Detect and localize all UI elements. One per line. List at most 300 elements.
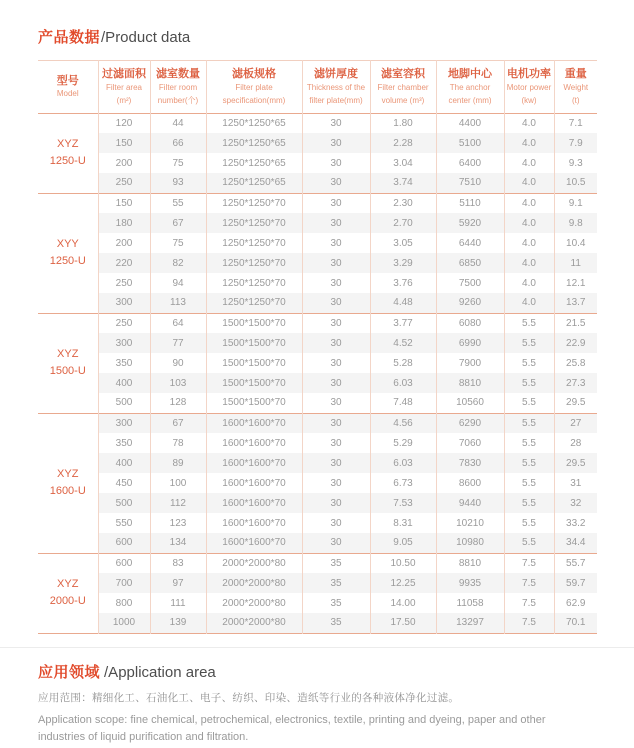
cell-filter_room: 103 (150, 373, 206, 393)
cell-chamber_volume: 7.48 (370, 393, 436, 413)
cell-filter_area: 350 (98, 433, 150, 453)
table-row (38, 393, 597, 413)
cell-motor_power: 5.5 (504, 333, 554, 353)
cell-filter_room: 112 (150, 493, 206, 513)
cell-filter_plate: 1600*1600*70 (206, 413, 302, 433)
table-row (38, 233, 597, 253)
cell-weight: 10.5 (554, 173, 597, 193)
cell-cake_thickness: 30 (302, 413, 370, 433)
cell-cake_thickness: 35 (302, 613, 370, 633)
application-scope-en: Application scope: fine chemical, petrochemical, electronics, textile, printing and dyeing, paper and other industries of liquid purification and filtration. (38, 713, 546, 744)
cell-weight: 11 (554, 253, 597, 273)
table-row (38, 613, 597, 633)
column-header-en: Filter area (105, 82, 142, 92)
cell-weight: 62.9 (566, 597, 586, 609)
cell-filter_room: 89 (150, 453, 206, 473)
cell-cake_thickness: 30 (302, 153, 370, 173)
column-header-anchor_center (436, 61, 504, 114)
cell-filter_area: 250 (98, 273, 150, 293)
cell-anchor_center: 7900 (436, 353, 504, 373)
model-label-line: 1600-U (49, 485, 86, 498)
cell-chamber_volume: 4.48 (370, 293, 436, 313)
column-header-zh: 电机功率 (507, 68, 551, 80)
cell-weight: 12.1 (566, 277, 586, 289)
cell-filter_area: 550 (98, 513, 150, 533)
cell-chamber_volume: 7.53 (370, 493, 436, 513)
table-row (38, 253, 597, 273)
cell-filter_plate: 1600*1600*70 (206, 493, 302, 513)
cell-chamber_volume: 6.03 (370, 453, 436, 473)
table-row (38, 493, 597, 513)
cell-weight: 25.8 (566, 357, 586, 369)
cell-filter_room: 77 (150, 333, 206, 353)
cell-anchor_center: 5100 (436, 133, 504, 153)
cell-cake_thickness: 30 (302, 113, 370, 133)
column-header-en: Model (56, 89, 79, 99)
cell-anchor_center: 8810 (436, 553, 504, 573)
cell-cake_thickness: 35 (302, 593, 370, 613)
cell-weight: 29.5 (566, 397, 586, 409)
cell-motor_power: 5.5 (504, 353, 554, 373)
cell-filter_room: 55 (150, 193, 206, 213)
cell-filter_room: 64 (150, 313, 206, 333)
cell-filter_plate: 1500*1500*70 (206, 313, 302, 333)
cell-weight: 55.7 (566, 557, 586, 569)
column-header-unit: specification(mm) (222, 96, 286, 106)
cell-cake_thickness: 30 (302, 253, 370, 273)
cell-weight: 32 (554, 493, 597, 513)
product-spec-table (38, 60, 597, 634)
cell-filter_plate: 1250*1250*70 (206, 193, 302, 213)
cell-filter_area: 400 (98, 453, 150, 473)
table-row (38, 513, 597, 533)
column-header-en: Weight (563, 82, 589, 92)
cell-weight: 34.4 (554, 533, 597, 553)
cell-filter_area: 250 (98, 313, 150, 333)
cell-filter_area: 600 (98, 533, 150, 553)
cell-cake_thickness: 30 (302, 493, 370, 513)
cell-filter_plate: 1500*1500*70 (206, 393, 302, 413)
cell-filter_room: 90 (150, 353, 206, 373)
column-header-filter_plate (206, 61, 302, 114)
model-label (38, 313, 98, 413)
cell-filter_room: 100 (150, 473, 206, 493)
cell-motor_power: 4.0 (504, 193, 554, 213)
spec-table-header (38, 61, 597, 114)
table-row (38, 113, 597, 133)
cell-anchor_center: 8810 (436, 373, 504, 393)
cell-filter_room: 128 (150, 393, 206, 413)
cell-chamber_volume: 4.56 (370, 413, 436, 433)
cell-filter_plate: 1250*1250*70 (206, 213, 302, 233)
column-header-zh: 地脚中心 (448, 68, 492, 80)
table-row (38, 473, 597, 493)
cell-weight: 27 (554, 413, 597, 433)
cell-filter_plate: 1500*1500*70 (206, 353, 302, 373)
cell-chamber_volume: 2.28 (370, 133, 436, 153)
cell-cake_thickness: 35 (302, 573, 370, 593)
column-header-filter_room (150, 61, 206, 114)
application-area-title-zh: 应用领域 (38, 663, 101, 681)
cell-motor_power: 5.5 (504, 393, 554, 413)
cell-anchor_center: 10560 (436, 393, 504, 413)
cell-motor_power: 5.5 (504, 473, 554, 493)
cell-anchor_center: 6400 (436, 153, 504, 173)
cell-filter_plate: 1250*1250*65 (206, 133, 302, 153)
cell-motor_power: 4.0 (504, 233, 554, 253)
table-row (38, 553, 597, 573)
cell-anchor_center: 9440 (436, 493, 504, 513)
cell-anchor_center: 10980 (436, 533, 504, 553)
table-row (38, 353, 597, 373)
cell-filter_plate: 1500*1500*70 (206, 333, 302, 353)
cell-cake_thickness: 30 (302, 393, 370, 413)
cell-cake_thickness: 30 (302, 133, 370, 153)
cell-motor_power: 7.5 (504, 593, 554, 613)
table-row (38, 593, 597, 613)
product-data-title-zh: 产品数据 (38, 29, 101, 46)
cell-filter_plate: 1500*1500*70 (206, 373, 302, 393)
cell-filter_plate: 1600*1600*70 (206, 473, 302, 493)
table-row (38, 413, 597, 433)
cell-chamber_volume: 10.50 (370, 553, 436, 573)
column-header-zh: 重量 (564, 68, 587, 80)
cell-anchor_center: 5110 (436, 193, 504, 213)
cell-filter_area: 200 (98, 233, 150, 253)
cell-cake_thickness: 30 (302, 173, 370, 193)
column-header-en: Filter room (158, 82, 198, 92)
cell-filter_plate: 2000*2000*80 (206, 613, 302, 633)
cell-motor_power: 4.0 (504, 253, 554, 273)
cell-filter_area: 700 (98, 573, 150, 593)
column-header-chamber_volume (370, 61, 436, 114)
table-row (38, 173, 597, 193)
model-label-line: XYY (56, 237, 79, 250)
column-header-filter_area (98, 61, 150, 114)
cell-filter_plate: 1250*1250*70 (206, 273, 302, 293)
model-label (38, 113, 98, 193)
cell-filter_room: 111 (150, 593, 206, 613)
model-group-XYZ-2000-U (38, 553, 597, 633)
cell-weight: 70.1 (554, 613, 597, 633)
cell-filter_room: 75 (150, 153, 206, 173)
table-row (38, 573, 597, 593)
cell-filter_room: 66 (150, 133, 206, 153)
cell-motor_power: 5.5 (504, 493, 554, 513)
cell-motor_power: 5.5 (504, 433, 554, 453)
cell-weight: 9.8 (554, 213, 597, 233)
cell-filter_room: 83 (150, 553, 206, 573)
cell-filter_plate: 1600*1600*70 (206, 513, 302, 533)
cell-filter_area: 120 (98, 113, 150, 133)
cell-filter_area: 220 (98, 253, 150, 273)
cell-motor_power: 7.5 (504, 553, 554, 573)
cell-weight: 21.5 (566, 317, 586, 329)
cell-chamber_volume: 8.31 (370, 513, 436, 533)
cell-filter_room: 67 (150, 213, 206, 233)
model-label-line: 1250-U (49, 155, 86, 168)
cell-filter_area: 300 (98, 413, 150, 433)
column-header-unit: filter plate(mm) (309, 96, 363, 106)
cell-weight: 59.7 (554, 573, 597, 593)
model-label-line: XYZ (57, 347, 79, 360)
table-row (38, 373, 597, 393)
cell-chamber_volume: 1.80 (370, 113, 436, 133)
column-header-zh: 型号 (56, 74, 79, 87)
cell-filter_area: 180 (98, 213, 150, 233)
cell-filter_area: 200 (98, 153, 150, 173)
cell-filter_area: 500 (98, 493, 150, 513)
cell-motor_power: 5.5 (504, 373, 554, 393)
cell-anchor_center: 6080 (436, 313, 504, 333)
application-scope-zh: 应用范围：精细化工、石油化工、电子、纺织、印染、造纸等行业的各种液体净化过滤。 (38, 691, 460, 704)
cell-filter_plate: 1250*1250*70 (206, 293, 302, 313)
cell-filter_area: 300 (98, 293, 150, 313)
column-header-en: The anchor (449, 82, 491, 92)
cell-anchor_center: 6440 (436, 233, 504, 253)
cell-cake_thickness: 30 (302, 453, 370, 473)
cell-chamber_volume: 2.70 (370, 213, 436, 233)
cell-anchor_center: 4400 (436, 113, 504, 133)
model-group-XYZ-1500-U (38, 313, 597, 413)
column-header-en: Filter chamber (377, 82, 429, 92)
model-label-line: XYZ (57, 467, 79, 480)
cell-filter_room: 94 (150, 273, 206, 293)
model-label (38, 553, 98, 633)
column-header-unit: (kw) (521, 96, 537, 106)
cell-chamber_volume: 5.29 (370, 433, 436, 453)
application-area-section (0, 648, 634, 747)
cell-cake_thickness: 30 (302, 233, 370, 253)
model-label-line: 1500-U (49, 365, 86, 378)
cell-filter_room: 82 (150, 253, 206, 273)
column-header-zh: 滤饼厚度 (314, 68, 358, 80)
cell-chamber_volume: 6.73 (370, 473, 436, 493)
cell-filter_room: 139 (150, 613, 206, 633)
cell-anchor_center: 6290 (436, 413, 504, 433)
cell-motor_power: 5.5 (504, 513, 554, 533)
cell-weight: 13.7 (554, 293, 597, 313)
column-header-zh: 滤室容积 (381, 68, 425, 80)
column-header-en: Motor power (506, 82, 552, 92)
cell-motor_power: 4.0 (504, 133, 554, 153)
table-row (38, 213, 597, 233)
cell-cake_thickness: 30 (302, 473, 370, 493)
cell-motor_power: 4.0 (504, 213, 554, 233)
model-group-XYY-1250-U (38, 193, 597, 313)
cell-motor_power: 5.5 (504, 533, 554, 553)
application-area-title (38, 661, 597, 682)
cell-chamber_volume: 3.05 (370, 233, 436, 253)
cell-cake_thickness: 30 (302, 313, 370, 333)
column-header-zh: 过滤面积 (102, 68, 146, 80)
table-row (38, 433, 597, 453)
cell-filter_plate: 2000*2000*80 (206, 573, 302, 593)
cell-filter_plate: 1250*1250*70 (206, 253, 302, 273)
cell-filter_room: 113 (150, 293, 206, 313)
cell-filter_plate: 1600*1600*70 (206, 533, 302, 553)
cell-filter_plate: 1250*1250*70 (206, 233, 302, 253)
cell-cake_thickness: 30 (302, 513, 370, 533)
model-label-line: XYZ (57, 577, 79, 590)
cell-cake_thickness: 30 (302, 433, 370, 453)
cell-filter_area: 1000 (98, 613, 150, 633)
cell-chamber_volume: 17.50 (370, 613, 436, 633)
cell-weight: 28 (570, 437, 582, 449)
cell-chamber_volume: 3.29 (370, 253, 436, 273)
cell-filter_plate: 1600*1600*70 (206, 433, 302, 453)
cell-cake_thickness: 30 (302, 353, 370, 373)
cell-filter_room: 134 (150, 533, 206, 553)
cell-motor_power: 5.5 (504, 413, 554, 433)
cell-filter_area: 250 (98, 173, 150, 193)
cell-filter_plate: 1250*1250*65 (206, 113, 302, 133)
cell-filter_room: 75 (150, 233, 206, 253)
cell-filter_room: 78 (150, 433, 206, 453)
cell-weight: 9.1 (568, 197, 583, 209)
cell-anchor_center: 7830 (436, 453, 504, 473)
model-label (38, 413, 98, 553)
cell-anchor_center: 5920 (436, 213, 504, 233)
table-row (38, 333, 597, 353)
cell-anchor_center: 11058 (436, 593, 504, 613)
cell-motor_power: 4.0 (504, 113, 554, 133)
column-header-model (38, 61, 98, 114)
cell-anchor_center: 6850 (436, 253, 504, 273)
cell-weight: 29.5 (554, 453, 597, 473)
cell-weight: 31 (570, 477, 582, 489)
column-header-unit: number(个) (157, 96, 199, 106)
product-data-title-en: /Product data (101, 29, 191, 46)
column-header-zh: 滤室数量 (156, 68, 200, 80)
cell-weight: 7.1 (568, 117, 583, 129)
cell-chamber_volume: 3.77 (370, 313, 436, 333)
column-header-en: Filter plate (235, 82, 273, 92)
table-row (38, 133, 597, 153)
column-header-cake_thickness (302, 61, 370, 114)
cell-anchor_center: 7500 (436, 273, 504, 293)
cell-filter_room: 123 (150, 513, 206, 533)
cell-chamber_volume: 3.04 (370, 153, 436, 173)
cell-cake_thickness: 30 (302, 333, 370, 353)
model-label-line: XYZ (57, 137, 79, 150)
column-header-weight (554, 61, 597, 114)
column-header-zh: 滤板规格 (232, 68, 276, 80)
cell-motor_power: 7.5 (504, 613, 554, 633)
cell-filter_area: 800 (98, 593, 150, 613)
table-row (38, 533, 597, 553)
model-label-line: 2000-U (49, 595, 86, 608)
cell-chamber_volume: 9.05 (370, 533, 436, 553)
cell-cake_thickness: 30 (302, 193, 370, 213)
column-header-unit: volume (m³) (381, 96, 425, 106)
model-group-XYZ-1250-U (38, 113, 597, 193)
cell-weight: 10.4 (566, 237, 586, 249)
cell-filter_plate: 2000*2000*80 (206, 593, 302, 613)
cell-cake_thickness: 30 (302, 373, 370, 393)
cell-motor_power: 4.0 (504, 293, 554, 313)
cell-motor_power: 5.5 (504, 313, 554, 333)
cell-chamber_volume: 14.00 (370, 593, 436, 613)
table-row (38, 313, 597, 333)
cell-chamber_volume: 5.28 (370, 353, 436, 373)
cell-cake_thickness: 35 (302, 553, 370, 573)
column-header-unit: (m²) (116, 96, 132, 106)
table-row (38, 153, 597, 173)
cell-filter_area: 600 (98, 553, 150, 573)
application-area-title-en: /Application area (104, 663, 216, 681)
cell-cake_thickness: 30 (302, 293, 370, 313)
product-data-title (38, 26, 597, 47)
cell-motor_power: 7.5 (504, 573, 554, 593)
cell-anchor_center: 8600 (436, 473, 504, 493)
cell-chamber_volume: 4.52 (370, 333, 436, 353)
cell-filter_area: 400 (98, 373, 150, 393)
cell-filter_room: 44 (150, 113, 206, 133)
cell-cake_thickness: 30 (302, 213, 370, 233)
cell-motor_power: 4.0 (504, 153, 554, 173)
column-header-en: Thickness of the (306, 82, 366, 92)
cell-anchor_center: 7060 (436, 433, 504, 453)
cell-filter_plate: 1250*1250*65 (206, 173, 302, 193)
cell-filter_area: 300 (98, 333, 150, 353)
cell-weight: 9.3 (568, 157, 583, 169)
table-row (38, 193, 597, 213)
cell-filter_room: 67 (150, 413, 206, 433)
cell-cake_thickness: 30 (302, 533, 370, 553)
cell-chamber_volume: 3.76 (370, 273, 436, 293)
cell-filter_plate: 2000*2000*80 (206, 553, 302, 573)
cell-anchor_center: 10210 (436, 513, 504, 533)
cell-motor_power: 5.5 (504, 453, 554, 473)
model-label (38, 193, 98, 313)
cell-weight: 33.2 (566, 517, 586, 529)
cell-weight: 27.3 (554, 373, 597, 393)
table-row (38, 293, 597, 313)
column-header-unit: center (mm) (448, 96, 492, 106)
cell-filter_plate: 1250*1250*65 (206, 153, 302, 173)
cell-chamber_volume: 2.30 (370, 193, 436, 213)
cell-chamber_volume: 6.03 (370, 373, 436, 393)
cell-filter_room: 93 (150, 173, 206, 193)
cell-filter_area: 150 (98, 133, 150, 153)
cell-filter_area: 150 (98, 193, 150, 213)
cell-anchor_center: 13297 (436, 613, 504, 633)
table-row (38, 453, 597, 473)
model-group-XYZ-1600-U (38, 413, 597, 553)
column-header-unit: (t) (571, 96, 580, 106)
cell-filter_plate: 1600*1600*70 (206, 453, 302, 473)
cell-anchor_center: 9935 (436, 573, 504, 593)
cell-filter_room: 97 (150, 573, 206, 593)
model-label-line: 1250-U (49, 255, 86, 268)
cell-motor_power: 4.0 (504, 273, 554, 293)
cell-weight: 7.9 (554, 133, 597, 153)
cell-anchor_center: 7510 (436, 173, 504, 193)
cell-weight: 22.9 (554, 333, 597, 353)
cell-motor_power: 4.0 (504, 173, 554, 193)
cell-chamber_volume: 3.74 (370, 173, 436, 193)
cell-anchor_center: 6990 (436, 333, 504, 353)
cell-filter_area: 500 (98, 393, 150, 413)
cell-cake_thickness: 30 (302, 273, 370, 293)
column-header-motor_power (504, 61, 554, 114)
cell-filter_area: 350 (98, 353, 150, 373)
cell-filter_area: 450 (98, 473, 150, 493)
table-row (38, 273, 597, 293)
cell-chamber_volume: 12.25 (370, 573, 436, 593)
cell-anchor_center: 9260 (436, 293, 504, 313)
